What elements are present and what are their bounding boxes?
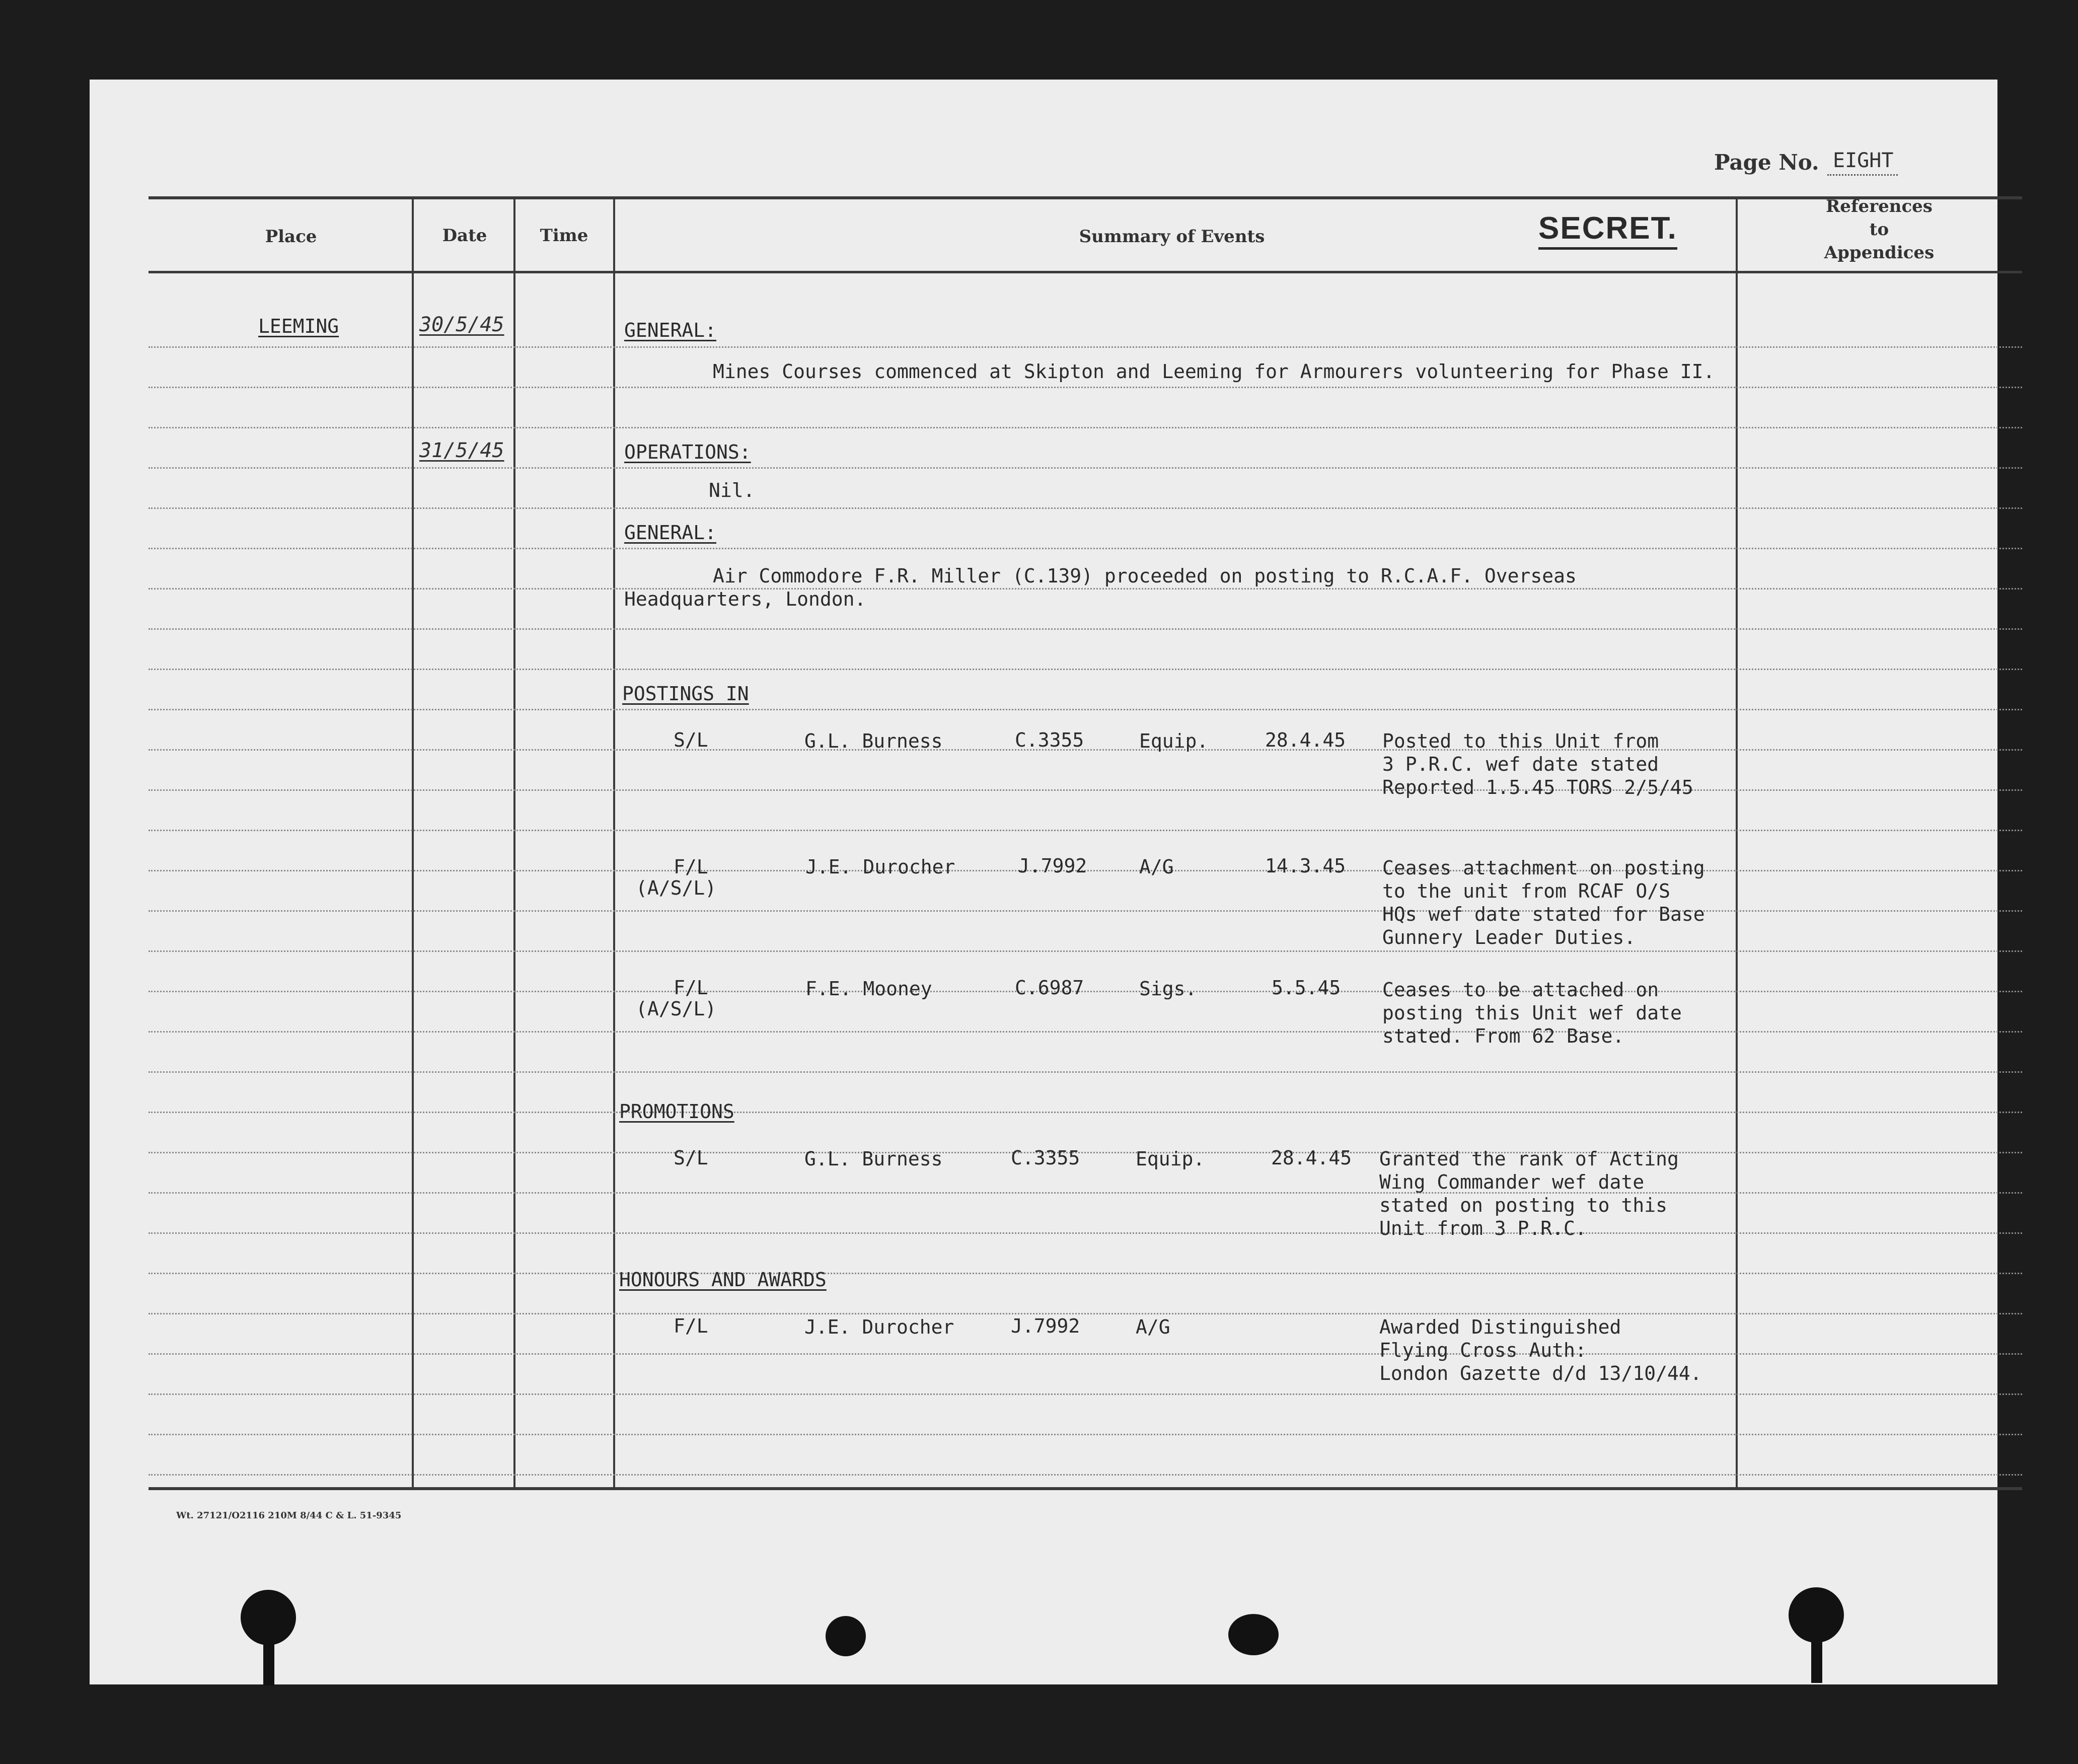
ruled-line: [149, 507, 2022, 509]
column-divider-place-date: [412, 196, 414, 1489]
honour-1-branch: A/G: [1136, 1316, 1170, 1338]
column-divider-time-summary: [613, 196, 615, 1489]
ruled-line: [149, 467, 2022, 469]
posting-1-remark-2: 3 P.R.C. wef date stated: [1382, 753, 1659, 775]
promotions-heading: PROMOTIONS: [619, 1100, 734, 1123]
ruled-line: [149, 548, 2022, 549]
ruled-line: [149, 628, 2022, 630]
posting-2-rank-acting: (A/S/L): [636, 877, 717, 899]
promotion-1-remark-2: Wing Commander wef date: [1379, 1171, 1645, 1193]
ruled-line: [149, 1353, 2022, 1355]
general-heading-2: GENERAL:: [624, 522, 717, 544]
promotion-1-number: C.3355: [1011, 1147, 1080, 1169]
posting-1-name: G.L. Burness: [804, 730, 943, 752]
place-entry: LEEMING: [258, 315, 339, 337]
date-entry-1: 30/5/45: [419, 313, 504, 336]
honour-1-remark-1: Awarded Distinguished: [1379, 1316, 1621, 1338]
ruled-line: [149, 1031, 2022, 1033]
ruled-line: [149, 427, 2022, 428]
header-references-3: Appendices: [1824, 243, 1935, 263]
secret-stamp: SECRET.: [1538, 210, 1677, 250]
posting-1-number: C.3355: [1015, 729, 1084, 751]
promotion-1-name: G.L. Burness: [804, 1148, 943, 1170]
ruled-line: [149, 1474, 2022, 1476]
ruled-line: [149, 830, 2022, 831]
ruled-line: [149, 789, 2022, 791]
binder-hole-center-right: [1228, 1614, 1279, 1655]
posting-2-name: J.E. Durocher: [805, 856, 955, 878]
honour-1-rank: F/L: [674, 1315, 708, 1337]
posting-2-remark-1: Ceases attachment on posting: [1382, 857, 1705, 879]
date-entry-2: 31/5/45: [419, 439, 504, 462]
binder-slot-right: [1811, 1633, 1822, 1683]
honours-heading: HONOURS AND AWARDS: [619, 1269, 827, 1291]
ruled-line: [149, 950, 2022, 952]
ruled-line: [149, 669, 2022, 670]
binder-hole-center-left: [826, 1616, 866, 1656]
honour-1-remark-3: London Gazette d/d 13/10/44.: [1379, 1362, 1702, 1384]
posting-3-remark-1: Ceases to be attached on: [1382, 979, 1659, 1001]
ruled-line: [149, 749, 2022, 751]
promotion-1-rank: S/L: [674, 1147, 708, 1169]
ruled-line: [149, 1112, 2022, 1113]
column-divider-summary-refs: [1736, 196, 1738, 1489]
honour-1-remark-2: Flying Cross Auth:: [1379, 1339, 1587, 1361]
page-number-underline: [1827, 174, 1898, 176]
promotion-1-remark-4: Unit from 3 P.R.C.: [1379, 1217, 1587, 1239]
posting-3-branch: Sigs.: [1139, 978, 1197, 1000]
header-references-1: References: [1826, 196, 1933, 216]
page-number-label: Page No.: [1714, 150, 1819, 175]
ruled-line: [149, 1273, 2022, 1274]
operations-heading: OPERATIONS:: [624, 441, 751, 463]
table-bottom-border: [149, 1487, 2022, 1490]
operations-text: Nil.: [709, 479, 755, 501]
postings-in-heading: POSTINGS IN: [622, 683, 749, 705]
posting-2-number: J.7992: [1018, 855, 1087, 877]
header-date: Date: [442, 226, 487, 246]
posting-2-remark-3: HQs wef date stated for Base: [1382, 903, 1705, 925]
general-text-2-line1: Air Commodore F.R. Miller (C.139) proceeded on posting to R.C.A.F. Overseas: [713, 565, 1577, 587]
binder-slot-left: [263, 1635, 274, 1685]
ruled-line: [149, 346, 2022, 348]
posting-1-rank: S/L: [674, 729, 708, 751]
header-place: Place: [265, 227, 317, 247]
ruled-line: [149, 1393, 2022, 1395]
posting-1-remark-1: Posted to this Unit from: [1382, 730, 1659, 752]
form-print-code: Wt. 27121/O2116 210M 8/44 C & L. 51-9345: [176, 1510, 402, 1521]
general-heading-1: GENERAL:: [624, 319, 717, 341]
page-number-value: EIGHT: [1833, 149, 1894, 172]
ruled-line: [149, 1232, 2022, 1234]
honour-1-number: J.7992: [1011, 1315, 1080, 1337]
ruled-line: [149, 387, 2022, 388]
ruled-line: [149, 991, 2022, 992]
header-references-2: to: [1869, 219, 1889, 240]
ruled-line: [149, 1152, 2022, 1153]
posting-3-name: F.E. Mooney: [805, 978, 932, 1000]
posting-2-branch: A/G: [1139, 856, 1174, 878]
posting-2-date: 14.3.45: [1265, 855, 1346, 877]
posting-1-date: 28.4.45: [1265, 729, 1346, 751]
general-text-1: Mines Courses commenced at Skipton and Leeming for Armourers volunteering for Phase II.: [713, 360, 1715, 383]
honour-1-name: J.E. Durocher: [804, 1316, 954, 1338]
ruled-line: [149, 1192, 2022, 1194]
posting-1-remark-3: Reported 1.5.45 TORS 2/5/45: [1382, 776, 1693, 798]
posting-3-date: 5.5.45: [1272, 977, 1341, 999]
posting-2-rank: F/L: [674, 856, 708, 878]
ruled-line: [149, 1313, 2022, 1314]
posting-3-number: C.6987: [1015, 977, 1084, 999]
posting-3-remark-3: stated. From 62 Base.: [1382, 1025, 1624, 1047]
posting-3-rank: F/L: [674, 977, 708, 999]
ruled-line: [149, 709, 2022, 710]
promotion-1-branch: Equip.: [1136, 1148, 1205, 1170]
ruled-line: [149, 588, 2022, 590]
ruled-line: [149, 1434, 2022, 1435]
column-divider-date-time: [513, 196, 515, 1489]
posting-1-branch: Equip.: [1139, 730, 1209, 752]
promotion-1-date: 28.4.45: [1271, 1147, 1352, 1169]
posting-3-remark-2: posting this Unit wef date: [1382, 1002, 1682, 1024]
diary-page: [90, 80, 1997, 1684]
header-bottom-border: [149, 271, 2022, 273]
header-time: Time: [540, 226, 588, 246]
posting-3-rank-acting: (A/S/L): [636, 998, 717, 1020]
promotion-1-remark-1: Granted the rank of Acting: [1379, 1148, 1679, 1170]
ruled-line: [149, 910, 2022, 912]
general-text-2-line2: Headquarters, London.: [624, 588, 866, 610]
posting-2-remark-4: Gunnery Leader Duties.: [1382, 926, 1636, 948]
header-summary: Summary of Events: [1079, 227, 1265, 247]
ruled-line: [149, 1071, 2022, 1073]
promotion-1-remark-3: stated on posting to this: [1379, 1194, 1667, 1216]
posting-2-remark-2: to the unit from RCAF O/S: [1382, 880, 1670, 902]
